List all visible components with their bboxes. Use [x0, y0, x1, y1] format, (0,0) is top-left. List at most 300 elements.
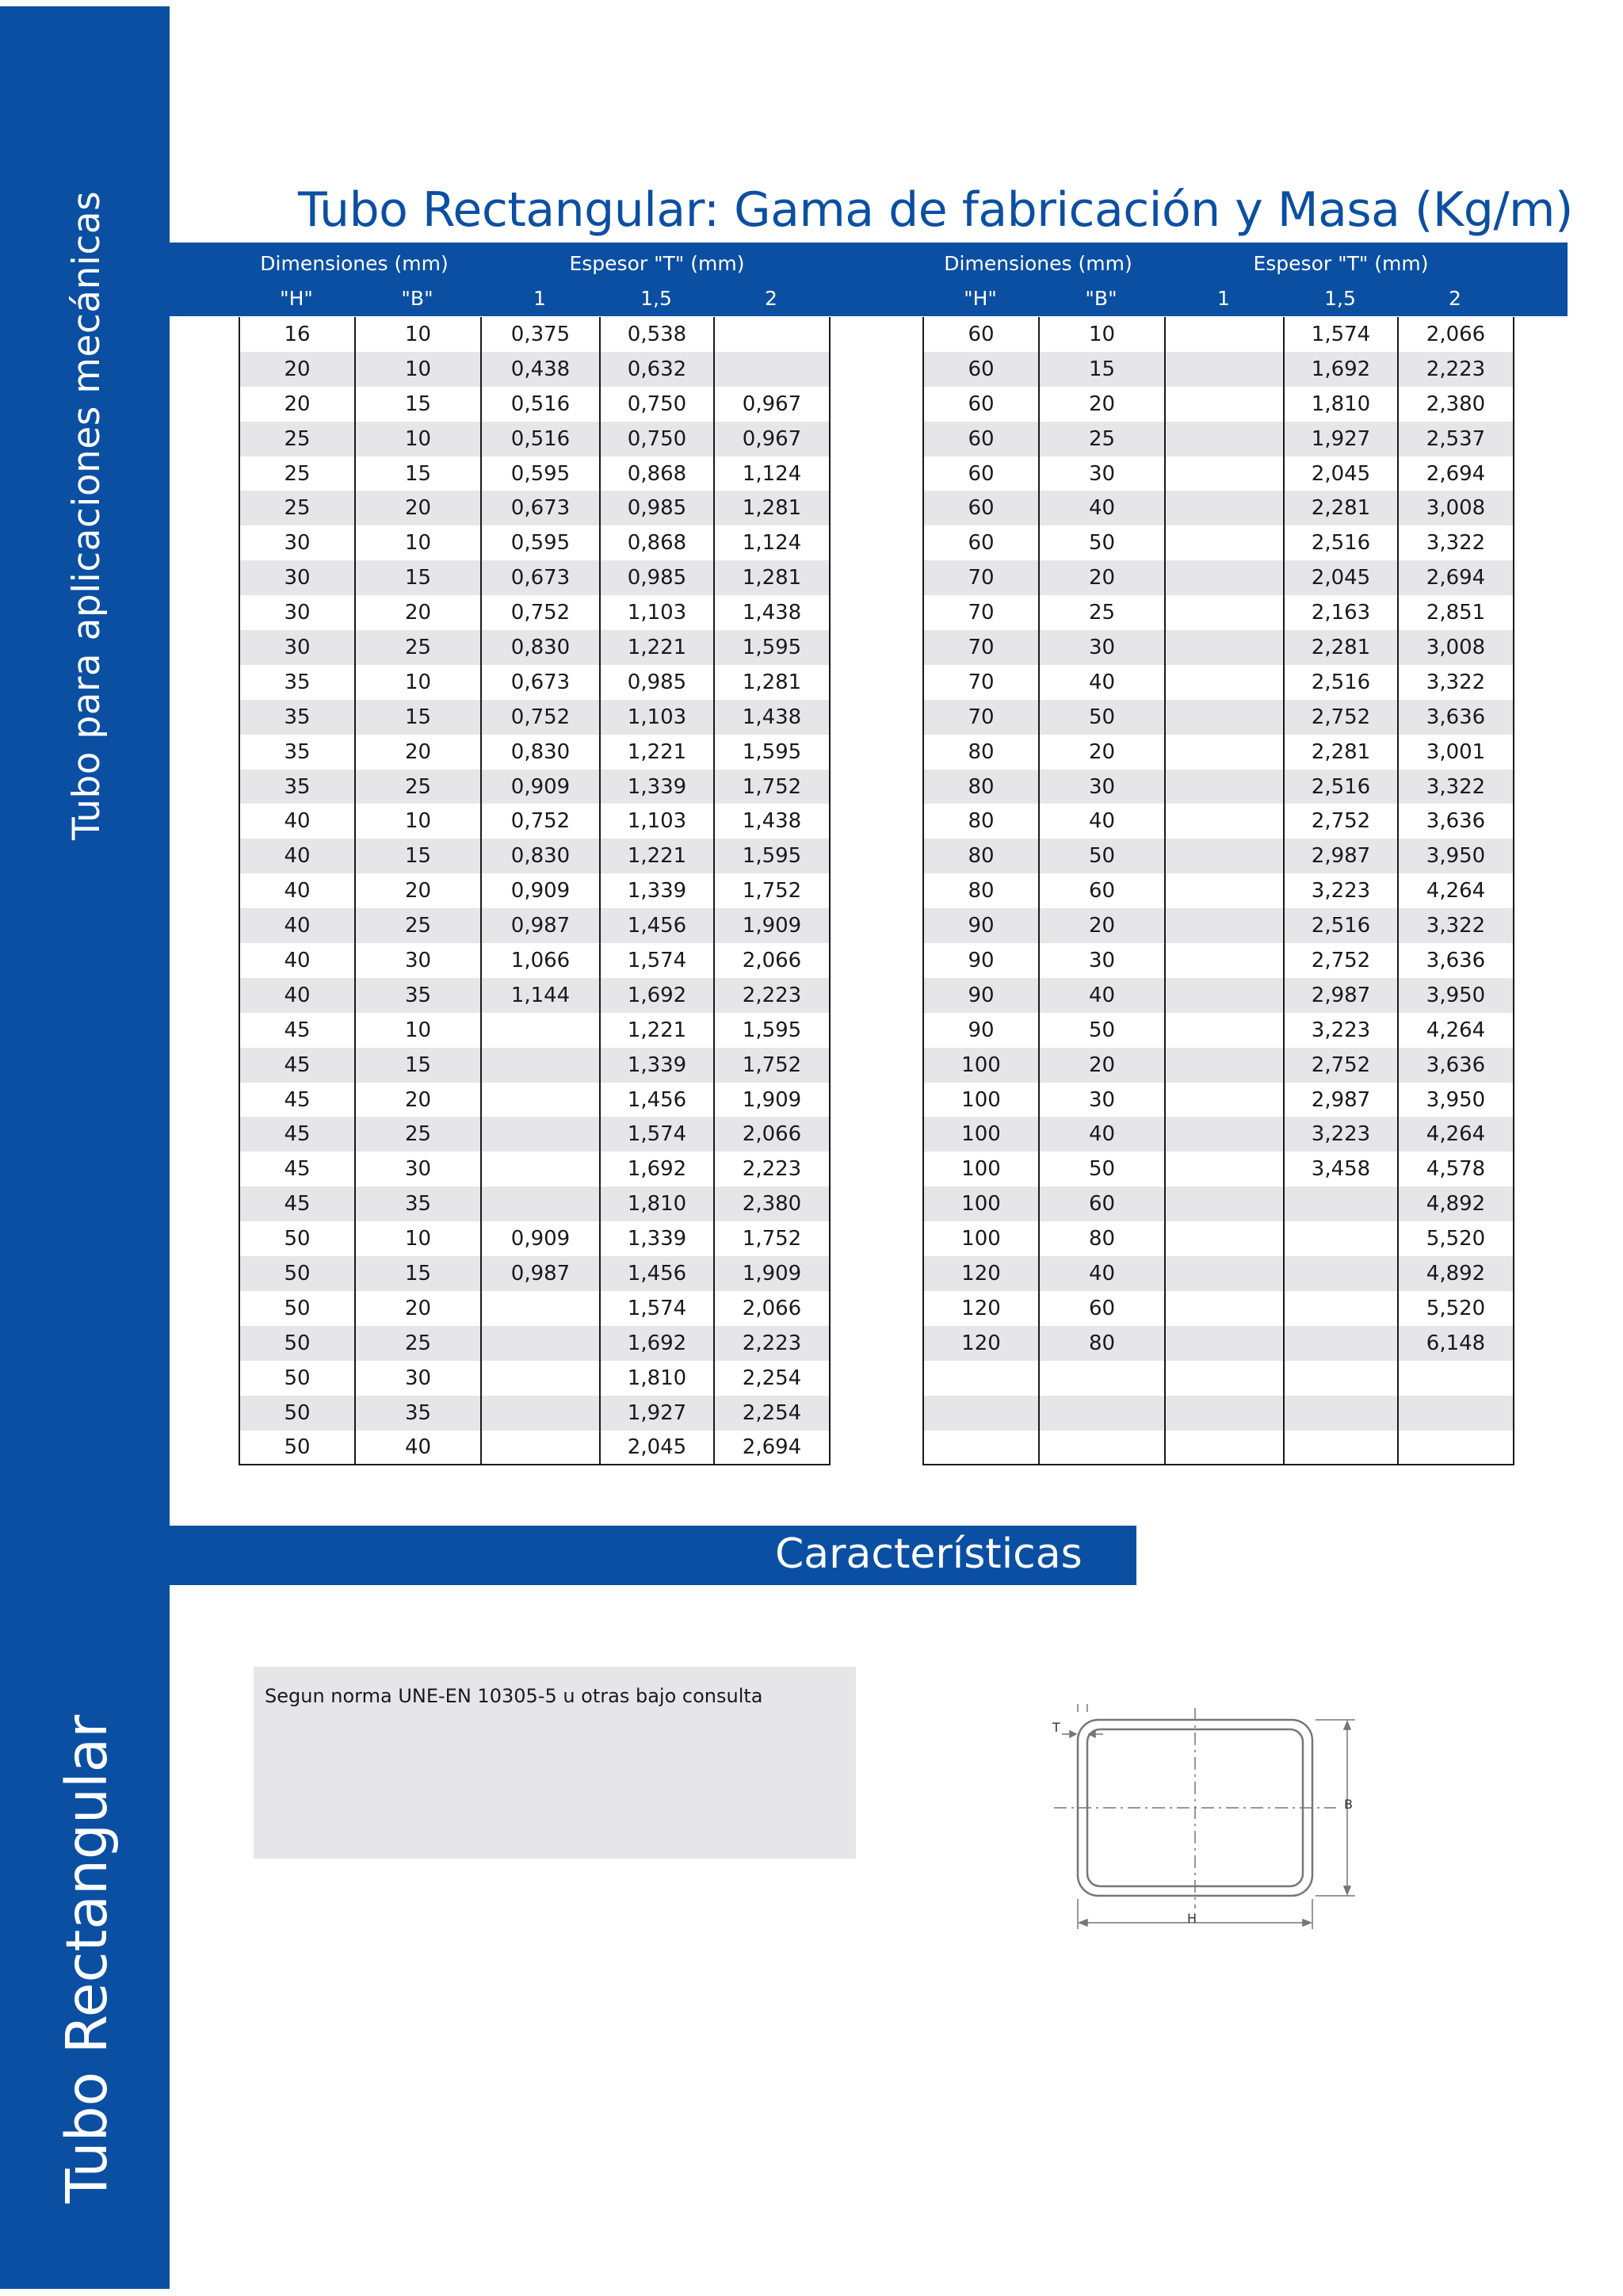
table-row [923, 457, 1514, 491]
table-cell: 40 [239, 804, 355, 839]
table-cell: 15 [355, 1048, 481, 1083]
table-cell: 2,281 [1284, 491, 1398, 525]
table-cell: 10 [355, 525, 481, 560]
table-cell: 1,456 [600, 1083, 714, 1117]
table-cell: 40 [1039, 1256, 1165, 1291]
table-cell: 1,810 [1284, 387, 1398, 422]
table-row [239, 1396, 830, 1431]
header-espesor-right: Espesor "T" (mm) [1253, 252, 1429, 275]
table-cell: 35 [355, 1186, 481, 1221]
table-cell [1165, 908, 1284, 943]
table-cell [1165, 1326, 1284, 1361]
table-cell: 1,103 [600, 700, 714, 735]
table-row [923, 595, 1514, 630]
table-cell: 50 [239, 1396, 355, 1431]
table-cell: 5,520 [1398, 1221, 1514, 1256]
table-cell: 0,752 [481, 804, 600, 839]
table-row [923, 908, 1514, 943]
mass-table-left [239, 317, 831, 1465]
table-cell: 40 [1039, 804, 1165, 839]
table-cell: 90 [923, 908, 1039, 943]
table-cell: 5,520 [1398, 1291, 1514, 1326]
table-cell: 6,148 [1398, 1326, 1514, 1361]
table-cell: 30 [239, 595, 355, 630]
table-row [923, 1396, 1514, 1431]
label-h: H [1187, 1911, 1197, 1926]
table-cell: 3,223 [1284, 873, 1398, 908]
table-cell [1165, 1431, 1284, 1465]
table-row [923, 1431, 1514, 1465]
table-cell: 1,574 [600, 1291, 714, 1326]
table-cell: 50 [239, 1361, 355, 1396]
table-cell: 60 [923, 525, 1039, 560]
table-cell [1165, 1291, 1284, 1326]
table-cell: 0,987 [481, 908, 600, 943]
table-cell: 2,254 [714, 1396, 830, 1431]
table-cell [1165, 1013, 1284, 1048]
table-cell: 80 [923, 735, 1039, 770]
table-cell: 0,830 [481, 735, 600, 770]
table-row [239, 700, 830, 735]
table-cell [1165, 1361, 1284, 1396]
table-cell: 30 [239, 630, 355, 665]
table-cell: 3,950 [1398, 1083, 1514, 1117]
mass-table-right [922, 317, 1514, 1465]
table-cell: 40 [239, 873, 355, 908]
table-cell: 1,692 [600, 978, 714, 1013]
table-cell: 0,438 [481, 352, 600, 387]
table-cell: 0,673 [481, 560, 600, 595]
table-cell [481, 1013, 600, 1048]
table-cell: 0,967 [714, 422, 830, 457]
table-cell: 45 [239, 1013, 355, 1048]
table-cell: 1,810 [600, 1361, 714, 1396]
table-cell [1398, 1396, 1514, 1431]
table-cell [481, 1431, 600, 1465]
table-cell: 3,636 [1398, 804, 1514, 839]
table-cell: 30 [355, 1152, 481, 1186]
table-cell: 1,281 [714, 665, 830, 700]
table-cell: 25 [355, 908, 481, 943]
table-cell: 3,322 [1398, 908, 1514, 943]
table-cell: 40 [239, 908, 355, 943]
label-b: B [1344, 1797, 1353, 1812]
table-row [239, 943, 830, 978]
table-cell: 60 [923, 352, 1039, 387]
table-cell: 4,578 [1398, 1152, 1514, 1186]
table-cell: 35 [239, 770, 355, 804]
table-cell: 1,927 [1284, 422, 1398, 457]
table-cell: 2,987 [1284, 1083, 1398, 1117]
table-cell: 2,066 [714, 943, 830, 978]
table-cell: 20 [1039, 1048, 1165, 1083]
header-t2-right: 2 [1449, 287, 1461, 310]
table-cell [1165, 595, 1284, 630]
table-cell: 3,001 [1398, 735, 1514, 770]
tube-section-diagram [1030, 1704, 1379, 1942]
table-cell: 45 [239, 1152, 355, 1186]
table-cell: 1,339 [600, 770, 714, 804]
table-cell [1284, 1396, 1398, 1431]
table-cell: 3,322 [1398, 665, 1514, 700]
table-cell: 2,045 [600, 1431, 714, 1465]
table-cell: 0,985 [600, 665, 714, 700]
table-cell: 45 [239, 1186, 355, 1221]
table-cell: 0,632 [600, 352, 714, 387]
table-cell: 1,221 [600, 1013, 714, 1048]
table-cell: 20 [1039, 908, 1165, 943]
table-cell [481, 1083, 600, 1117]
table-row [923, 491, 1514, 525]
table-cell: 1,438 [714, 804, 830, 839]
table-cell: 0,516 [481, 422, 600, 457]
table-cell: 2,045 [1284, 560, 1398, 595]
table-row [239, 387, 830, 422]
table-cell: 50 [239, 1326, 355, 1361]
table-cell: 1,909 [714, 1083, 830, 1117]
table-cell: 30 [1039, 1083, 1165, 1117]
table-cell [1165, 1396, 1284, 1431]
table-cell: 3,008 [1398, 491, 1514, 525]
table-cell: 3,223 [1284, 1117, 1398, 1152]
table-cell: 0,673 [481, 665, 600, 700]
table-cell: 0,752 [481, 595, 600, 630]
table-row [239, 1152, 830, 1186]
table-cell [1165, 317, 1284, 352]
table-cell: 100 [923, 1117, 1039, 1152]
table-row [923, 317, 1514, 352]
table-cell: 20 [355, 873, 481, 908]
table-cell: 10 [355, 352, 481, 387]
table-row [239, 1083, 830, 1117]
table-cell: 1,574 [600, 943, 714, 978]
header-t1-left: 1 [533, 287, 546, 310]
table-row [239, 1326, 830, 1361]
table-cell: 2,223 [714, 1326, 830, 1361]
table-cell [923, 1431, 1039, 1465]
table-cell: 60 [1039, 873, 1165, 908]
table-cell: 40 [1039, 665, 1165, 700]
table-cell: 0,909 [481, 873, 600, 908]
table-cell [1165, 978, 1284, 1013]
table-cell: 0,909 [481, 1221, 600, 1256]
table-cell [481, 1326, 600, 1361]
table-cell: 40 [239, 839, 355, 873]
table-cell: 2,223 [714, 978, 830, 1013]
table-cell: 1,221 [600, 735, 714, 770]
table-row [923, 1291, 1514, 1326]
table-cell: 70 [923, 630, 1039, 665]
table-cell: 2,694 [714, 1431, 830, 1465]
table-cell: 0,750 [600, 422, 714, 457]
table-cell: 30 [355, 1361, 481, 1396]
table-cell: 1,438 [714, 700, 830, 735]
table-cell: 0,830 [481, 839, 600, 873]
table-cell: 1,339 [600, 1048, 714, 1083]
table-row [239, 770, 830, 804]
table-cell [1284, 1221, 1398, 1256]
table-row [239, 560, 830, 595]
table-cell: 0,375 [481, 317, 600, 352]
table-row [239, 1048, 830, 1083]
table-cell: 2,163 [1284, 595, 1398, 630]
table-cell [1165, 491, 1284, 525]
table-cell: 2,851 [1398, 595, 1514, 630]
table-cell: 0,830 [481, 630, 600, 665]
table-cell: 0,985 [600, 560, 714, 595]
table-cell: 1,595 [714, 630, 830, 665]
table-cell: 30 [355, 943, 481, 978]
table-cell: 0,967 [714, 387, 830, 422]
table-cell: 2,516 [1284, 770, 1398, 804]
table-cell: 0,750 [600, 387, 714, 422]
table-cell [1165, 839, 1284, 873]
table-row [239, 804, 830, 839]
table-cell: 100 [923, 1048, 1039, 1083]
table-cell: 1,574 [1284, 317, 1398, 352]
table-row [923, 1186, 1514, 1221]
table-cell: 35 [355, 1396, 481, 1431]
table-cell [1284, 1291, 1398, 1326]
table-cell: 15 [355, 387, 481, 422]
table-cell: 60 [923, 491, 1039, 525]
table-cell [1398, 1431, 1514, 1465]
table-cell [1165, 1117, 1284, 1152]
table-cell: 50 [1039, 525, 1165, 560]
header-h-left: "H" [280, 287, 313, 310]
table-cell: 0,868 [600, 457, 714, 491]
table-cell [1398, 1361, 1514, 1396]
table-cell [481, 1048, 600, 1083]
table-cell: 1,909 [714, 1256, 830, 1291]
table-cell: 100 [923, 1186, 1039, 1221]
table-cell: 45 [239, 1083, 355, 1117]
table-cell: 2,537 [1398, 422, 1514, 457]
table-cell: 1,221 [600, 839, 714, 873]
table-row [239, 1117, 830, 1152]
table-cell: 15 [355, 457, 481, 491]
table-cell: 1,144 [481, 978, 600, 1013]
table-cell: 2,516 [1284, 525, 1398, 560]
table-cell: 1,752 [714, 1048, 830, 1083]
table-cell [1165, 873, 1284, 908]
table-cell: 2,223 [1398, 352, 1514, 387]
table-cell: 50 [1039, 700, 1165, 735]
table-cell: 1,066 [481, 943, 600, 978]
table-cell: 2,694 [1398, 457, 1514, 491]
table-row [239, 735, 830, 770]
table-cell [1284, 1361, 1398, 1396]
table-cell: 0,909 [481, 770, 600, 804]
table-row [923, 804, 1514, 839]
table-cell: 1,752 [714, 1221, 830, 1256]
table-cell: 2,223 [714, 1152, 830, 1186]
table-cell: 4,264 [1398, 1013, 1514, 1048]
table-cell: 1,456 [600, 1256, 714, 1291]
table-cell [481, 1396, 600, 1431]
table-row [923, 839, 1514, 873]
table-cell [481, 1117, 600, 1152]
table-cell: 1,103 [600, 595, 714, 630]
table-cell [1165, 804, 1284, 839]
table-cell [481, 1291, 600, 1326]
table-cell: 35 [239, 700, 355, 735]
table-cell [1165, 943, 1284, 978]
table-cell: 1,124 [714, 457, 830, 491]
table-cell: 70 [923, 700, 1039, 735]
table-cell: 2,045 [1284, 457, 1398, 491]
table-cell: 15 [355, 560, 481, 595]
table-row [239, 630, 830, 665]
table-cell: 100 [923, 1083, 1039, 1117]
table-cell: 100 [923, 1152, 1039, 1186]
table-cell: 40 [1039, 978, 1165, 1013]
table-cell: 1,574 [600, 1117, 714, 1152]
table-cell: 1,692 [1284, 352, 1398, 387]
table-row [239, 457, 830, 491]
table-cell: 20 [355, 491, 481, 525]
table-cell: 20 [1039, 387, 1165, 422]
table-cell: 3,008 [1398, 630, 1514, 665]
table-cell: 4,892 [1398, 1186, 1514, 1221]
table-cell: 40 [239, 978, 355, 1013]
table-row [923, 665, 1514, 700]
table-cell: 0,673 [481, 491, 600, 525]
table-cell: 25 [239, 422, 355, 457]
table-row [923, 978, 1514, 1013]
table-cell: 120 [923, 1291, 1039, 1326]
table-cell: 30 [1039, 457, 1165, 491]
table-cell: 40 [239, 943, 355, 978]
table-cell: 0,595 [481, 525, 600, 560]
table-cell [1165, 665, 1284, 700]
table-cell: 0,595 [481, 457, 600, 491]
table-cell: 25 [239, 491, 355, 525]
table-cell: 10 [355, 422, 481, 457]
table-row [239, 839, 830, 873]
table-cell: 120 [923, 1256, 1039, 1291]
table-cell: 30 [1039, 770, 1165, 804]
table-cell: 1,281 [714, 491, 830, 525]
table-cell [923, 1396, 1039, 1431]
table-cell [1165, 457, 1284, 491]
table-cell: 20 [239, 387, 355, 422]
table-cell: 70 [923, 595, 1039, 630]
table-row [239, 1431, 830, 1465]
table-cell: 50 [239, 1221, 355, 1256]
table-cell: 1,339 [600, 873, 714, 908]
table-cell: 1,810 [600, 1186, 714, 1221]
table-cell: 0,516 [481, 387, 600, 422]
table-cell: 0,538 [600, 317, 714, 352]
header-t1-right: 1 [1217, 287, 1230, 310]
table-cell: 10 [355, 1221, 481, 1256]
table-cell [1039, 1361, 1165, 1396]
table-cell [1165, 1083, 1284, 1117]
table-cell: 15 [355, 1256, 481, 1291]
table-cell: 2,281 [1284, 735, 1398, 770]
table-cell [481, 1186, 600, 1221]
table-cell: 1,456 [600, 908, 714, 943]
table-cell [1165, 700, 1284, 735]
table-row [239, 352, 830, 387]
table-cell: 2,066 [1398, 317, 1514, 352]
table-cell: 50 [1039, 839, 1165, 873]
table-row [923, 1083, 1514, 1117]
table-cell: 10 [355, 665, 481, 700]
table-cell: 0,985 [600, 491, 714, 525]
table-cell: 1,752 [714, 770, 830, 804]
table-cell: 2,752 [1284, 1048, 1398, 1083]
table-cell: 45 [239, 1048, 355, 1083]
table-cell [1165, 1186, 1284, 1221]
table-cell: 2,752 [1284, 700, 1398, 735]
characteristics-title: Características [775, 1530, 1083, 1578]
table-cell: 35 [239, 735, 355, 770]
table-cell: 1,103 [600, 804, 714, 839]
table-cell: 0,868 [600, 525, 714, 560]
table-row [239, 1291, 830, 1326]
table-cell: 25 [239, 457, 355, 491]
table-cell [714, 317, 830, 352]
table-cell: 2,254 [714, 1361, 830, 1396]
table-cell: 1,595 [714, 839, 830, 873]
table-cell: 20 [355, 1083, 481, 1117]
table-cell: 3,950 [1398, 839, 1514, 873]
table-cell: 1,281 [714, 560, 830, 595]
table-cell: 25 [355, 770, 481, 804]
table-cell [481, 1361, 600, 1396]
table-cell: 2,066 [714, 1117, 830, 1152]
table-cell: 45 [239, 1117, 355, 1152]
table-cell: 50 [239, 1256, 355, 1291]
table-cell [1284, 1431, 1398, 1465]
table-cell: 25 [1039, 422, 1165, 457]
table-cell: 3,322 [1398, 525, 1514, 560]
table-cell: 3,458 [1284, 1152, 1398, 1186]
table-cell: 60 [1039, 1291, 1165, 1326]
table-cell: 50 [239, 1431, 355, 1465]
table-cell: 35 [355, 978, 481, 1013]
table-row [239, 422, 830, 457]
table-cell [1165, 1152, 1284, 1186]
table-cell: 1,752 [714, 873, 830, 908]
table-row [923, 560, 1514, 595]
table-row [239, 665, 830, 700]
table-cell: 20 [355, 1291, 481, 1326]
table-row [239, 525, 830, 560]
table-row [239, 317, 830, 352]
table-cell [1165, 1048, 1284, 1083]
table-cell: 25 [1039, 595, 1165, 630]
table-cell: 25 [355, 1326, 481, 1361]
table-cell: 30 [239, 560, 355, 595]
table-row [239, 1256, 830, 1291]
table-row [239, 908, 830, 943]
table-cell: 2,694 [1398, 560, 1514, 595]
table-cell: 25 [355, 1117, 481, 1152]
table-row [239, 1361, 830, 1396]
table-row [923, 1256, 1514, 1291]
table-cell [1165, 352, 1284, 387]
table-row [923, 735, 1514, 770]
table-cell [1165, 525, 1284, 560]
table-row [923, 422, 1514, 457]
table-row [923, 630, 1514, 665]
table-cell: 2,516 [1284, 665, 1398, 700]
header-b-right: "B" [1085, 287, 1117, 310]
table-cell: 1,595 [714, 1013, 830, 1048]
